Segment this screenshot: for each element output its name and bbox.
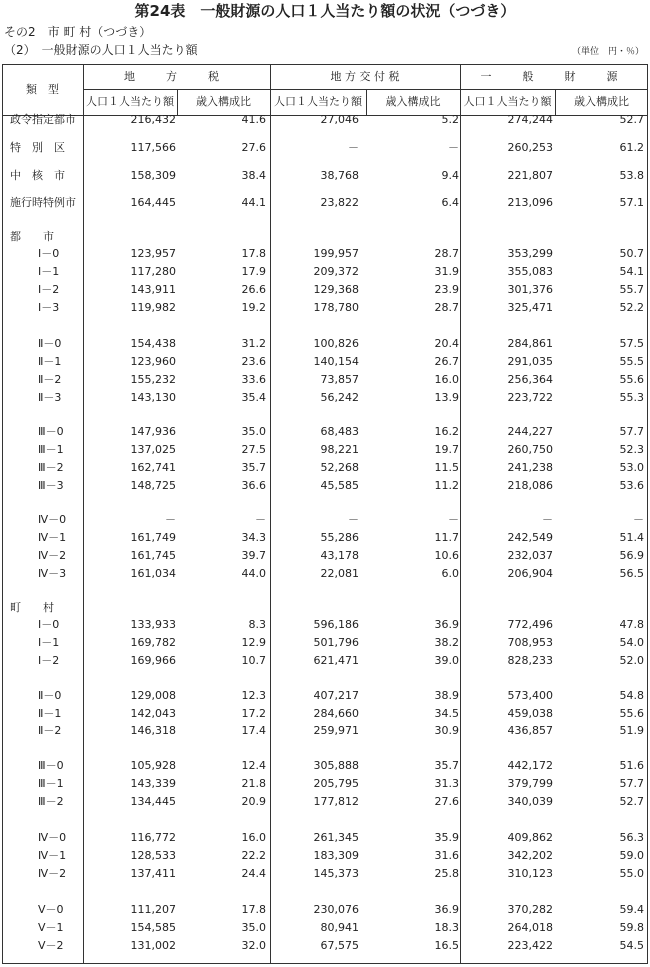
table-cell: 828,233	[507, 654, 553, 667]
table-cell: 52.3	[619, 443, 644, 456]
unit-note: （単位 円・％）	[571, 47, 644, 57]
table-cell: 55.6	[619, 707, 644, 720]
table-cell: 353,299	[507, 247, 553, 260]
table-cell: 264,018	[507, 921, 553, 934]
table-row	[0, 194, 650, 212]
table-row	[0, 228, 650, 246]
table-cell: 596,186	[313, 618, 359, 631]
table-cell: 5.2	[441, 113, 459, 126]
table-cell: 57.7	[619, 777, 644, 790]
table-cell: 169,782	[130, 636, 176, 649]
table-row	[0, 847, 650, 865]
table-row	[0, 565, 650, 583]
table-cell: 6.4	[441, 196, 459, 209]
table-cell: 32.0	[241, 939, 266, 952]
table-cell: 41.6	[241, 113, 266, 126]
table-cell: 43,178	[320, 549, 359, 562]
table-cell: 133,933	[130, 618, 176, 631]
row-sublabel: Ⅰ－1	[38, 636, 60, 649]
table-cell: 131,002	[130, 939, 176, 952]
table-cell: －	[633, 513, 644, 526]
table-cell: 213,096	[507, 196, 553, 209]
table-row	[0, 477, 650, 495]
table-cell: 129,368	[313, 283, 359, 296]
row-sublabel: Ⅰ－3	[38, 301, 60, 314]
table-row	[0, 775, 650, 793]
table-cell: 20.4	[434, 337, 459, 350]
table-cell: 54.1	[619, 265, 644, 278]
table-cell: 18.3	[434, 921, 459, 934]
table-cell: 67,575	[320, 939, 359, 952]
table-cell: 242,549	[507, 531, 553, 544]
table-cell: 36.9	[434, 903, 459, 916]
table-cell: 39.0	[434, 654, 459, 667]
table-cell: 23.6	[241, 355, 266, 368]
table-cell: 61.2	[619, 141, 644, 154]
table-cell: 259,971	[313, 724, 359, 737]
table-row	[0, 423, 650, 441]
row-sublabel: Ⅲ－2	[38, 461, 64, 474]
row-sublabel: Ⅲ－2	[38, 795, 64, 808]
table-cell: 11.5	[434, 461, 459, 474]
header-type: 類 型	[26, 83, 59, 96]
row-label: 施行時特例市	[10, 196, 76, 209]
table-cell: 291,035	[507, 355, 553, 368]
table-cell: 17.8	[241, 903, 266, 916]
row-sublabel: Ⅳ－0	[38, 831, 67, 844]
table-cell: 501,796	[313, 636, 359, 649]
table-cell: 57.1	[619, 196, 644, 209]
table-cell: 223,422	[507, 939, 553, 952]
table-cell: 35.7	[241, 461, 266, 474]
header-ratio: 歳入構成比	[574, 95, 629, 108]
table-cell: 301,376	[507, 283, 553, 296]
table-row	[0, 722, 650, 740]
table-cell: 34.3	[241, 531, 266, 544]
table-cell: 573,400	[507, 689, 553, 702]
table-cell: 11.2	[434, 479, 459, 492]
row-sublabel: Ⅱ－1	[38, 355, 62, 368]
table-cell: 47.8	[619, 618, 644, 631]
table-cell: 52,268	[320, 461, 359, 474]
table-cell: 218,086	[507, 479, 553, 492]
table-cell: 261,345	[313, 831, 359, 844]
table-cell: 119,982	[130, 301, 176, 314]
row-sublabel: Ⅱ－2	[38, 724, 62, 737]
row-label: 特 別 区	[10, 141, 65, 154]
table-cell: 28.7	[434, 301, 459, 314]
table-cell: 407,217	[313, 689, 359, 702]
table-cell: 73,857	[320, 373, 359, 386]
table-cell: 54.5	[619, 939, 644, 952]
table-cell: 143,911	[130, 283, 176, 296]
table-row	[0, 687, 650, 705]
header-local-allocation-tax: 地 方 交 付 税	[330, 70, 400, 83]
table-cell: －	[348, 513, 359, 526]
table-cell: 31.9	[434, 265, 459, 278]
table-cell: 27,046	[320, 113, 359, 126]
table-cell: 143,339	[130, 777, 176, 790]
table-cell: 128,533	[130, 849, 176, 862]
row-sublabel: Ⅰ－1	[38, 265, 60, 278]
table-cell: 621,471	[313, 654, 359, 667]
table-cell: 199,957	[313, 247, 359, 260]
table-cell: 52.7	[619, 113, 644, 126]
header-per-capita: 人口１人当たり額	[274, 95, 362, 108]
table-cell: 379,799	[507, 777, 553, 790]
row-sublabel: Ⅲ－1	[38, 777, 64, 790]
row-sublabel: Ⅲ－1	[38, 443, 64, 456]
row-sublabel: Ⅲ－0	[38, 425, 64, 438]
table-cell: 21.8	[241, 777, 266, 790]
table-cell: 59.4	[619, 903, 644, 916]
row-sublabel: Ⅱ－3	[38, 391, 62, 404]
table-cell: 36.6	[241, 479, 266, 492]
table-cell: 11.7	[434, 531, 459, 544]
table-cell: 28.7	[434, 247, 459, 260]
table-cell: 59.8	[619, 921, 644, 934]
table-cell: 154,585	[130, 921, 176, 934]
header-local-tax: 地 方 税	[124, 70, 229, 83]
row-label: 町 村	[10, 601, 54, 614]
table-row	[0, 139, 650, 157]
table-row	[0, 299, 650, 317]
table-cell: 100,826	[313, 337, 359, 350]
table-cell: 129,008	[130, 689, 176, 702]
header-per-capita: 人口１人当たり額	[86, 95, 174, 108]
table-cell: －	[165, 513, 176, 526]
table-cell: 284,660	[313, 707, 359, 720]
row-sublabel: Ⅰ－0	[38, 618, 60, 631]
table-cell: 216,432	[130, 113, 176, 126]
table-cell: －	[348, 141, 359, 154]
table-cell: 772,496	[507, 618, 553, 631]
table-cell: 52.2	[619, 301, 644, 314]
table-cell: 59.0	[619, 849, 644, 862]
table-cell: 162,741	[130, 461, 176, 474]
table-row	[0, 634, 650, 652]
table-cell: 54.0	[619, 636, 644, 649]
table-cell: 53.6	[619, 479, 644, 492]
table-cell: 146,318	[130, 724, 176, 737]
table-cell: 38.2	[434, 636, 459, 649]
table-cell: 12.3	[241, 689, 266, 702]
table-cell: 35.0	[241, 425, 266, 438]
table-row	[0, 599, 650, 617]
table-cell: 55.7	[619, 283, 644, 296]
table-cell: －	[255, 513, 266, 526]
row-sublabel: Ⅴ－1	[38, 921, 64, 934]
table-cell: 56.9	[619, 549, 644, 562]
table-cell: 221,807	[507, 169, 553, 182]
table-cell: 274,244	[507, 113, 553, 126]
table-cell: 134,445	[130, 795, 176, 808]
table-cell: 178,780	[313, 301, 359, 314]
table-cell: 34.5	[434, 707, 459, 720]
table-cell: 17.4	[241, 724, 266, 737]
table-cell: 51.9	[619, 724, 644, 737]
table-cell: 305,888	[313, 759, 359, 772]
table-row	[0, 616, 650, 634]
table-cell: 10.7	[241, 654, 266, 667]
table-cell: 12.9	[241, 636, 266, 649]
table-cell: 232,037	[507, 549, 553, 562]
table-cell: 123,960	[130, 355, 176, 368]
table-cell: 154,438	[130, 337, 176, 350]
row-sublabel: Ⅳ－1	[38, 531, 67, 544]
table-cell: 24.4	[241, 867, 266, 880]
table-cell: 44.1	[241, 196, 266, 209]
table-cell: 53.0	[619, 461, 644, 474]
table-cell: 355,083	[507, 265, 553, 278]
table-subtitle: （2） 一般財源の人口１人当たり額	[4, 43, 198, 57]
table-cell: 35.4	[241, 391, 266, 404]
table-cell: 111,207	[130, 903, 176, 916]
table-cell: 17.2	[241, 707, 266, 720]
table-cell: 137,025	[130, 443, 176, 456]
table-cell: 23,822	[320, 196, 359, 209]
table-cell: －	[542, 513, 553, 526]
table-cell: 31.3	[434, 777, 459, 790]
table-cell: 137,411	[130, 867, 176, 880]
row-sublabel: Ⅳ－3	[38, 567, 67, 580]
table-cell: 35.9	[434, 831, 459, 844]
table-cell: 223,722	[507, 391, 553, 404]
table-cell: 56,242	[320, 391, 359, 404]
row-sublabel: Ⅰ－0	[38, 247, 60, 260]
table-cell: 51.4	[619, 531, 644, 544]
table-cell: 177,812	[313, 795, 359, 808]
table-cell: 25.8	[434, 867, 459, 880]
row-sublabel: Ⅳ－2	[38, 867, 67, 880]
table-row	[0, 901, 650, 919]
table-row	[0, 111, 650, 129]
table-cell: 256,364	[507, 373, 553, 386]
table-cell: 340,039	[507, 795, 553, 808]
table-cell: 55.6	[619, 373, 644, 386]
table-cell: 209,372	[313, 265, 359, 278]
table-cell: 27.6	[241, 141, 266, 154]
table-cell: 436,857	[507, 724, 553, 737]
table-cell: 56.5	[619, 567, 644, 580]
table-row	[0, 937, 650, 955]
table-cell: 56.3	[619, 831, 644, 844]
table-cell: 52.7	[619, 795, 644, 808]
table-row	[0, 705, 650, 723]
table-cell: 57.7	[619, 425, 644, 438]
header-divider	[83, 89, 648, 90]
table-row	[0, 389, 650, 407]
table-cell: 155,232	[130, 373, 176, 386]
table-cell: －	[448, 513, 459, 526]
table-row	[0, 511, 650, 529]
table-cell: 123,957	[130, 247, 176, 260]
table-row	[0, 865, 650, 883]
table-cell: 230,076	[313, 903, 359, 916]
table-cell: 17.9	[241, 265, 266, 278]
table-cell: 68,483	[320, 425, 359, 438]
row-sublabel: Ⅱ－0	[38, 337, 62, 350]
table-title: 第24表 一般財源の人口１人当たり額の状況（つづき）	[134, 2, 516, 20]
table-cell: 36.9	[434, 618, 459, 631]
table-cell: 260,750	[507, 443, 553, 456]
table-cell: 26.7	[434, 355, 459, 368]
table-row	[0, 281, 650, 299]
table-cell: 10.6	[434, 549, 459, 562]
table-cell: 38.4	[241, 169, 266, 182]
table-cell: 55.0	[619, 867, 644, 880]
table-cell: 325,471	[507, 301, 553, 314]
row-sublabel: Ⅰ－2	[38, 654, 60, 667]
table-row	[0, 441, 650, 459]
table-cell: 161,745	[130, 549, 176, 562]
table-cell: 57.5	[619, 337, 644, 350]
table-cell: 54.8	[619, 689, 644, 702]
row-label: 政令指定都市	[10, 113, 76, 126]
table-cell: 27.6	[434, 795, 459, 808]
table-cell: 205,795	[313, 777, 359, 790]
table-cell: 16.0	[434, 373, 459, 386]
table-cell: 50.7	[619, 247, 644, 260]
table-row	[0, 652, 650, 670]
row-sublabel: Ⅴ－2	[38, 939, 64, 952]
row-sublabel: Ⅱ－1	[38, 707, 62, 720]
row-sublabel: Ⅲ－3	[38, 479, 64, 492]
table-cell: 183,309	[313, 849, 359, 862]
table-cell: 55.5	[619, 355, 644, 368]
table-cell: 284,861	[507, 337, 553, 350]
row-label: 都 市	[10, 230, 54, 243]
table-cell: 140,154	[313, 355, 359, 368]
table-cell: 147,936	[130, 425, 176, 438]
table-cell: 44.0	[241, 567, 266, 580]
row-sublabel: Ⅰ－2	[38, 283, 60, 296]
row-label: 中 核 市	[10, 169, 65, 182]
table-cell: 45,585	[320, 479, 359, 492]
table-cell: 51.6	[619, 759, 644, 772]
table-cell: 164,445	[130, 196, 176, 209]
row-sublabel: Ⅱ－2	[38, 373, 62, 386]
table-row	[0, 459, 650, 477]
row-sublabel: Ⅳ－1	[38, 849, 67, 862]
table-cell: 442,172	[507, 759, 553, 772]
table-cell: 310,123	[507, 867, 553, 880]
row-sublabel: Ⅳ－0	[38, 513, 67, 526]
table-cell: 80,941	[320, 921, 359, 934]
table-cell: 22.2	[241, 849, 266, 862]
table-row	[0, 353, 650, 371]
table-cell: 241,238	[507, 461, 553, 474]
table-cell: 31.6	[434, 849, 459, 862]
table-cell: 17.8	[241, 247, 266, 260]
table-cell: 16.5	[434, 939, 459, 952]
table-cell: 145,373	[313, 867, 359, 880]
table-cell: 370,282	[507, 903, 553, 916]
table-row	[0, 167, 650, 185]
table-cell: 26.6	[241, 283, 266, 296]
row-sublabel: Ⅴ－0	[38, 903, 64, 916]
table-cell: 9.4	[441, 169, 459, 182]
table-cell: 117,280	[130, 265, 176, 278]
table-cell: 143,130	[130, 391, 176, 404]
table-cell: －	[448, 141, 459, 154]
row-sublabel: Ⅳ－2	[38, 549, 67, 562]
table-cell: 117,566	[130, 141, 176, 154]
header-per-capita: 人口１人当たり額	[463, 95, 552, 108]
table-cell: 169,966	[130, 654, 176, 667]
table-row	[0, 547, 650, 565]
table-row	[0, 335, 650, 353]
table-cell: 22,081	[320, 567, 359, 580]
table-row	[0, 263, 650, 281]
table-row	[0, 245, 650, 263]
table-cell: 148,725	[130, 479, 176, 492]
table-row	[0, 757, 650, 775]
table-cell: 38,768	[320, 169, 359, 182]
section-subtitle: その2 市 町 村（つづき）	[4, 25, 152, 39]
table-cell: 260,253	[507, 141, 553, 154]
table-cell: 19.2	[241, 301, 266, 314]
table-cell: 23.9	[434, 283, 459, 296]
table-cell: 105,928	[130, 759, 176, 772]
table-cell: 244,227	[507, 425, 553, 438]
table-cell: 708,953	[507, 636, 553, 649]
table-cell: 13.9	[434, 391, 459, 404]
table-cell: 6.0	[441, 567, 459, 580]
table-cell: 98,221	[320, 443, 359, 456]
table-cell: 142,043	[130, 707, 176, 720]
table-cell: 12.4	[241, 759, 266, 772]
header-ratio: 歳入構成比	[385, 95, 441, 108]
table-row	[0, 829, 650, 847]
table-cell: 342,202	[507, 849, 553, 862]
table-cell: 31.2	[241, 337, 266, 350]
table-cell: 20.9	[241, 795, 266, 808]
table-cell: 161,034	[130, 567, 176, 580]
row-sublabel: Ⅱ－0	[38, 689, 62, 702]
table-cell: 52.0	[619, 654, 644, 667]
table-row	[0, 371, 650, 389]
table-cell: 16.0	[241, 831, 266, 844]
table-cell: 55.3	[619, 391, 644, 404]
table-cell: 158,309	[130, 169, 176, 182]
table-cell: 35.0	[241, 921, 266, 934]
table-cell: 161,749	[130, 531, 176, 544]
table-row	[0, 919, 650, 937]
table-cell: 116,772	[130, 831, 176, 844]
table-cell: 19.7	[434, 443, 459, 456]
table-cell: 206,904	[507, 567, 553, 580]
table-row	[0, 793, 650, 811]
table-cell: 38.9	[434, 689, 459, 702]
row-sublabel: Ⅲ－0	[38, 759, 64, 772]
table-cell: 53.8	[619, 169, 644, 182]
header-ratio: 歳入構成比	[196, 95, 251, 108]
table-cell: 459,038	[507, 707, 553, 720]
table-cell: 35.7	[434, 759, 459, 772]
table-cell: 409,862	[507, 831, 553, 844]
table-row	[0, 529, 650, 547]
table-cell: 16.2	[434, 425, 459, 438]
table-cell: 8.3	[248, 618, 266, 631]
table-cell: 33.6	[241, 373, 266, 386]
table-cell: 39.7	[241, 549, 266, 562]
header-general-revenue: 一 般 財 源	[480, 70, 628, 83]
table-cell: 27.5	[241, 443, 266, 456]
table-cell: 30.9	[434, 724, 459, 737]
table-cell: 55,286	[320, 531, 359, 544]
